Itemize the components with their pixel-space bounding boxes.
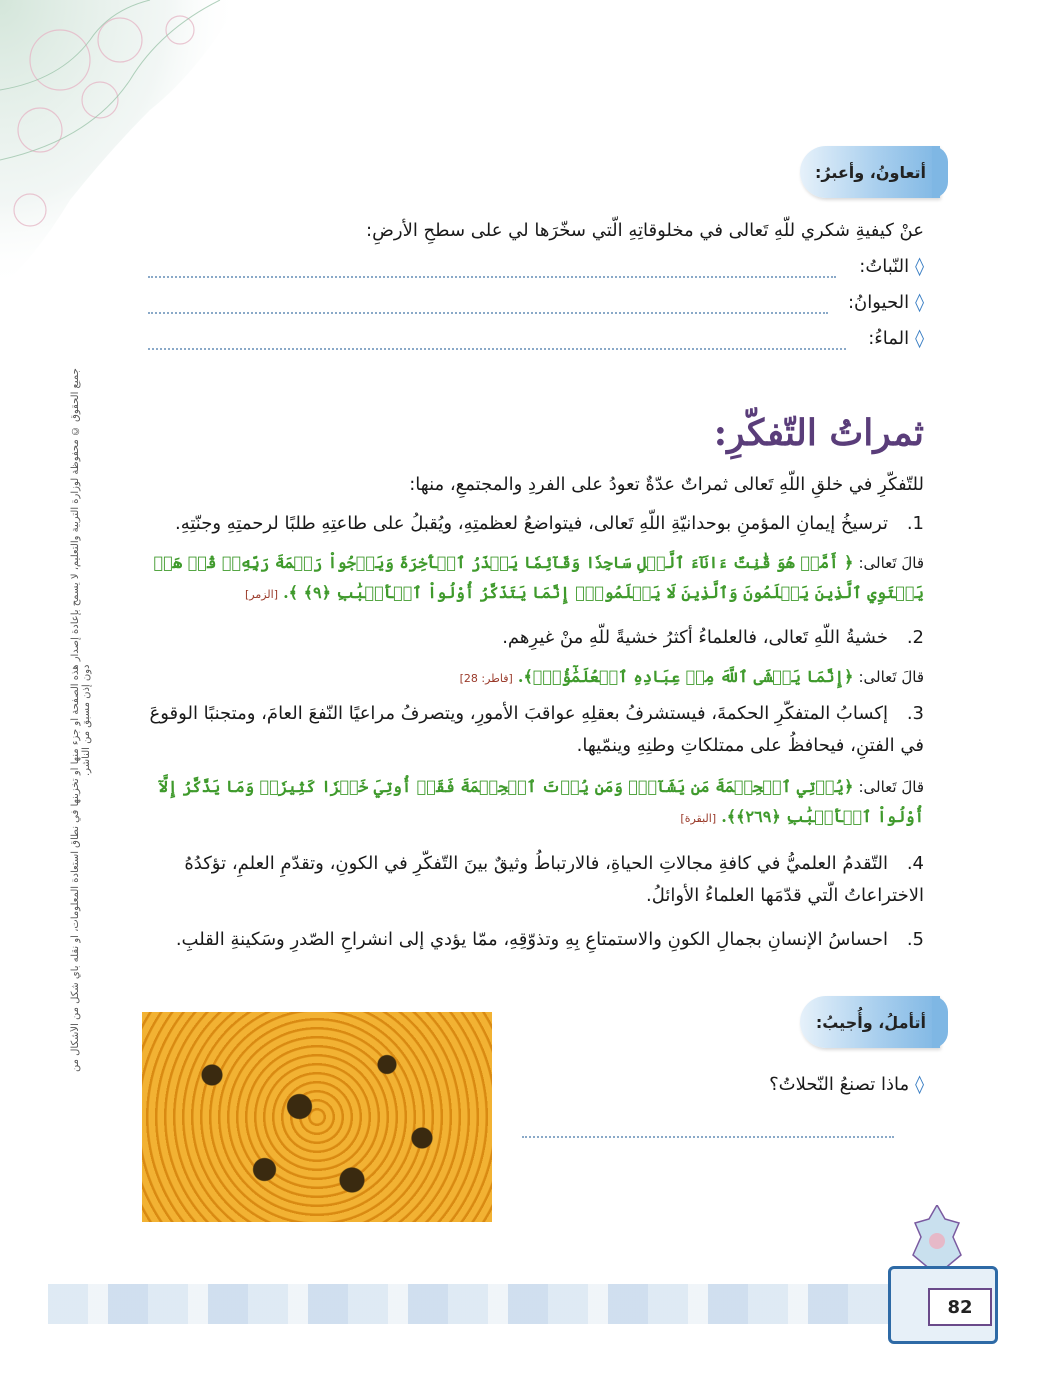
point-text: احساسُ الإنسانِ بجمالِ الكونِ والاستمتاعِ بِهِ وتذوّقِهِ، ممّا يؤدي إلى انشراحِ الصّدرِ وسَكينةِ القلبِ. <box>175 929 888 950</box>
honeycomb-bees-image <box>142 1012 492 1222</box>
point-text: ترسيخُ إيمانِ المؤمنِ بوحدانيّةِ اللّهِ تَعالى، فيتواضعُ لعظمتِهِ، ويُقبلُ على طاعتِهِ طلبًا لرحمتِهِ وجنّتِهِ. <box>174 513 888 534</box>
point-5 <box>140 924 924 956</box>
section-title: ثمراتُ التّفكّرِ: <box>713 412 924 454</box>
reflect-badge-label: أتأملُ، وأُجيبُ: <box>815 1012 926 1032</box>
verse-lead: قالَ تَعالى: <box>858 778 924 796</box>
verse-lead: قالَ تَعالى: <box>858 668 924 686</box>
reflect-question-text: ماذا تصنعُ النّحلاتُ؟ <box>769 1074 910 1095</box>
answer-line-plants[interactable] <box>148 276 836 278</box>
footer-band <box>48 1284 902 1324</box>
point-number: 3. <box>906 703 924 724</box>
cooperate-prompt: عنْ كيفيةِ شكري للّهِ تَعالى في مخلوقاتِهِ الّتي سخّرَها لي على سطحِ الأرضِ: <box>366 220 924 241</box>
copyright-note: جميع الحقوق © محفوظة لوزارة التربية والتعليم، لا يسمح بإعادة إصدار هذه الصفحة أو جزء منها أو تخزينها في نطاق استعادة المعلومات، أو نقله بأي شكل من الأشكال من دون إذن مسبق من الناشر. <box>70 368 92 1072</box>
verse-reference: [البقرة] <box>680 812 717 826</box>
verse-reference: [الزمر] <box>244 588 279 602</box>
diamond-icon: ◊ <box>915 256 924 277</box>
point-text: التّقدمُ العلميُّ في كافةِ مجالاتِ الحياةِ، فالارتباطُ وثيقٌ بينَ التّفكّرِ في الكونِ، وتقدّمِ العلمِ، تؤكدُهُ الاختراعاتُ الّتي قدّمَها العلماءُ الأوائلُ. <box>184 853 924 906</box>
diamond-icon: ◊ <box>915 328 924 349</box>
point-number: 4. <box>906 853 924 874</box>
point-1 <box>140 508 924 540</box>
cooperate-badge <box>800 146 940 198</box>
answer-item-water <box>868 328 924 349</box>
point-text: خشيةُ اللّهِ تَعالى، فالعلماءُ أكثرُ خشيةً للّهِ منْ غيرِهم. <box>502 627 888 648</box>
corner-ornament <box>0 0 250 300</box>
verse-text: ﴿يُؤۡتِي ٱلۡحِكۡمَةَ مَن يَشَآءُۚ وَمَن يُؤۡتَ ٱلۡحِكۡمَةَ فَقَدۡ أُوتِيَ خَيۡرٗا كَثِيرٗاۗ وَمَا يَذَّكَّرُ إِلَّآ أُوْلُواْ ٱلۡأَلۡبَٰبِ ﴿٢٦٩﴾﴾. <box>158 777 924 827</box>
answer-item-plants <box>859 256 924 277</box>
cooperate-badge-label: أتعاونُ، وأعبرُ: <box>814 162 926 182</box>
point-number: 5. <box>906 929 924 950</box>
point-4 <box>140 848 924 911</box>
verse-reference: [فاطر: 28] <box>459 672 513 685</box>
answer-item-label: الحيوانُ: <box>847 292 910 313</box>
reflect-answer-line[interactable] <box>522 1136 894 1138</box>
answer-item-label: النّباتُ: <box>859 256 910 277</box>
point-2 <box>140 622 924 654</box>
verse-text: ﴿إِنَّمَا يَخۡشَى ٱللَّهَ مِنۡ عِبَادِهِ ٱلۡعُلَمَٰٓؤُاْۗ﴾. <box>517 667 854 686</box>
verse-2 <box>140 662 924 692</box>
intro-text: للتّفكّرِ في خلقِ اللّهِ تَعالى ثمراتٌ عدّةٌ تعودُ على الفردِ والمجتمعِ، منها: <box>409 474 924 495</box>
point-3 <box>140 698 924 761</box>
reflect-question <box>769 1074 924 1095</box>
point-number: 1. <box>906 513 924 534</box>
point-number: 2. <box>906 627 924 648</box>
diamond-icon: ◊ <box>915 292 924 313</box>
answer-item-animals <box>848 292 924 313</box>
answer-line-animals[interactable] <box>148 312 828 314</box>
answer-item-label: الماءُ: <box>868 328 910 349</box>
reflect-badge <box>800 996 940 1048</box>
verse-lead: قالَ تَعالى: <box>858 554 924 572</box>
page-number: 82 <box>928 1288 992 1326</box>
verse-3 <box>140 772 924 833</box>
answer-line-water[interactable] <box>148 348 846 350</box>
point-text: إكسابُ المتفكّرِ الحكمةَ، فيستشرفُ بعقلِهِ عواقبَ الأمورِ، ويتصرفُ مراعيًا النّفعَ العامَ، ومتجنبًا الوقوعَ في الفتنِ، فيحافظُ على ممتلكاتِ وطنِهِ وينمّيها. <box>149 703 924 756</box>
verse-1 <box>140 548 924 609</box>
verse-text: ﴿ أَمَّنۡ هُوَ قَٰنِتٌ ءَانَآءَ ٱلَّيۡلِ سَاجِدٗا وَقَآئِمٗا يَحۡذَرُ ٱلۡأٓخِرَةَ وَيَرۡجُواْ رَحۡمَةَ رَبِّهِۦۗ قُلۡ هَلۡ يَسۡتَوِي ٱلَّذِينَ يَعۡلَمُونَ وَٱلَّذِينَ لَا يَعۡلَمُونَۗ إِنَّمَا يَتَذَكَّرُ أُوْلُواْ ٱلۡأَلۡبَٰبِ ﴿٩﴾ ﴾. <box>153 553 924 603</box>
diamond-icon: ◊ <box>915 1074 924 1095</box>
page-ornament <box>907 1205 967 1275</box>
